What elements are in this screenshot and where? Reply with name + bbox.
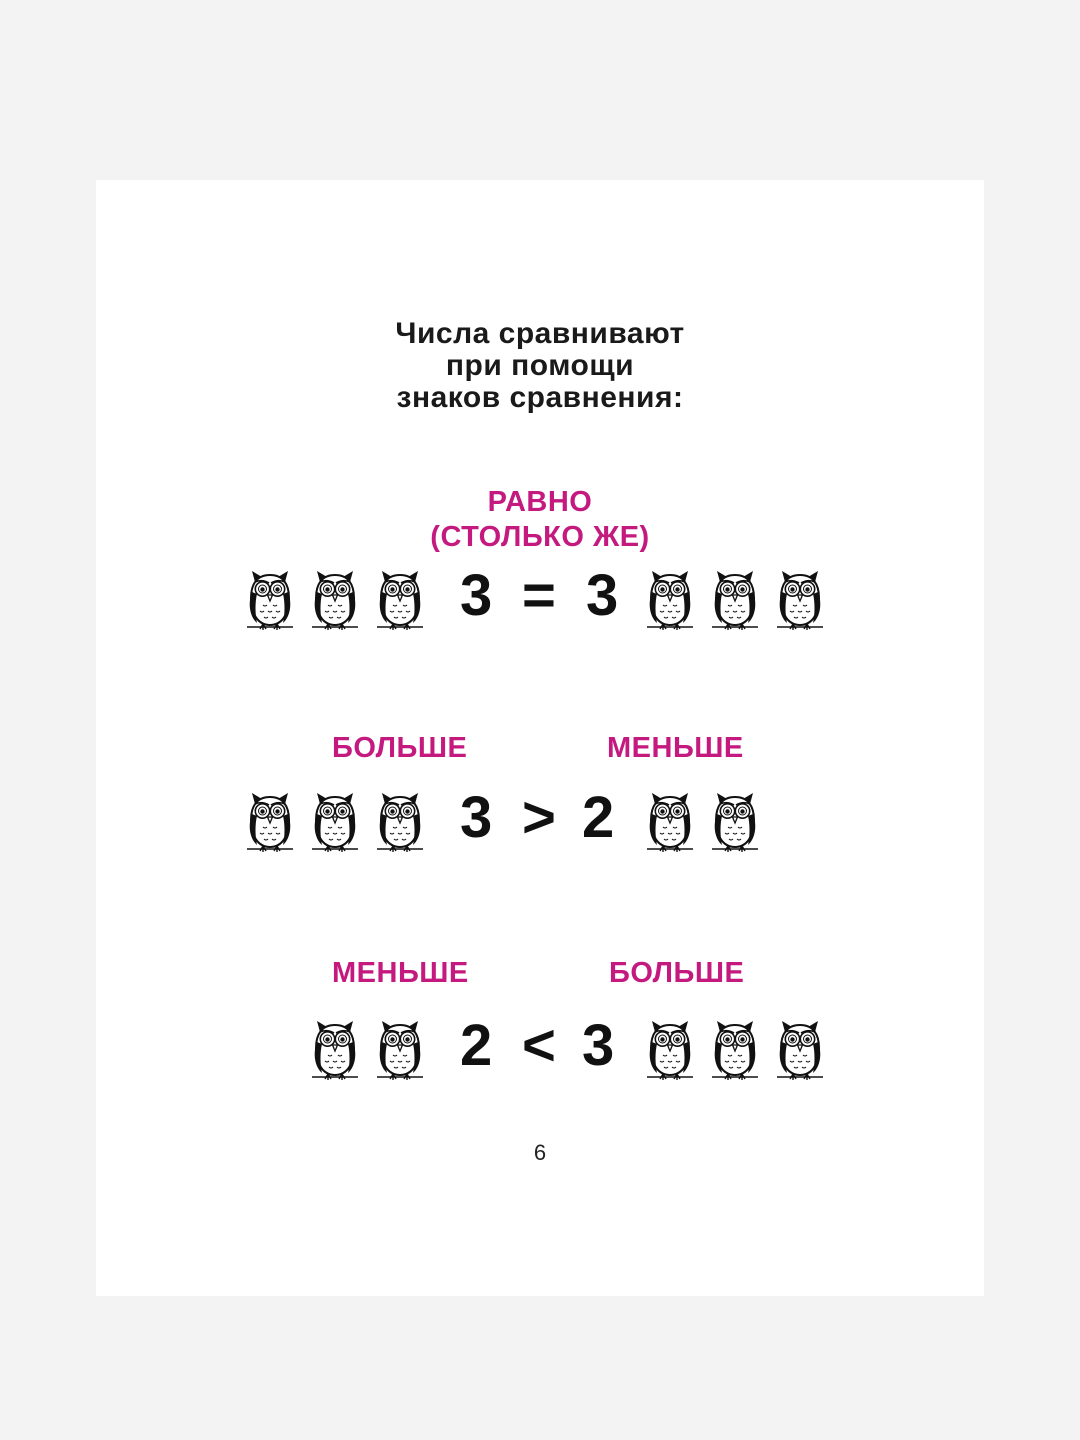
less-left-number: 2: [460, 1013, 493, 1078]
less-expression: [456, 1014, 636, 1078]
book-page: [96, 180, 984, 1296]
greater-right-label: МЕНЬШЕ: [607, 732, 744, 764]
owl-icon: [711, 570, 759, 632]
greater-row: [246, 785, 766, 856]
owl-icon: [776, 570, 824, 632]
owl-icon: [711, 1020, 759, 1082]
less-row: [311, 1013, 836, 1084]
heading-line-2: при помощи: [445, 349, 635, 382]
owl-icon: [376, 1020, 424, 1082]
heading-line-3: знаков сравнения:: [396, 381, 684, 414]
equal-right-number: 3: [586, 563, 619, 628]
owl-icon: [311, 792, 359, 854]
greater-left-number: 3: [460, 785, 493, 850]
page-heading: [96, 318, 984, 414]
owl-icon: [376, 570, 424, 632]
owl-icon: [776, 1020, 824, 1082]
heading-line-1: Числа сравнивают: [395, 317, 685, 350]
less-right-label: БОЛЬШЕ: [609, 957, 745, 989]
greater-right-number: 2: [582, 785, 615, 850]
page-number: 6: [533, 1140, 547, 1165]
owl-icon: [246, 570, 294, 632]
equal-sublabel: (СТОЛЬКО ЖЕ): [430, 521, 650, 553]
owl-icon: [646, 570, 694, 632]
equal-left-number: 3: [460, 563, 493, 628]
owl-icon: [646, 1020, 694, 1082]
greater-left-label: БОЛЬШЕ: [332, 732, 468, 764]
greater-sign: >: [522, 785, 556, 850]
equal-sign: =: [522, 563, 556, 628]
greater-expression: [456, 786, 636, 850]
owl-icon: [646, 792, 694, 854]
owl-icon: [311, 1020, 359, 1082]
owl-icon: [311, 570, 359, 632]
less-left-label: МЕНЬШЕ: [332, 957, 469, 989]
equal-row: [246, 563, 836, 634]
less-right-number: 3: [582, 1013, 615, 1078]
owl-icon: [376, 792, 424, 854]
owl-icon: [711, 792, 759, 854]
less-sign: <: [522, 1013, 556, 1078]
equal-expression: [456, 564, 636, 628]
equal-label: РАВНО: [487, 486, 593, 518]
owl-icon: [246, 792, 294, 854]
